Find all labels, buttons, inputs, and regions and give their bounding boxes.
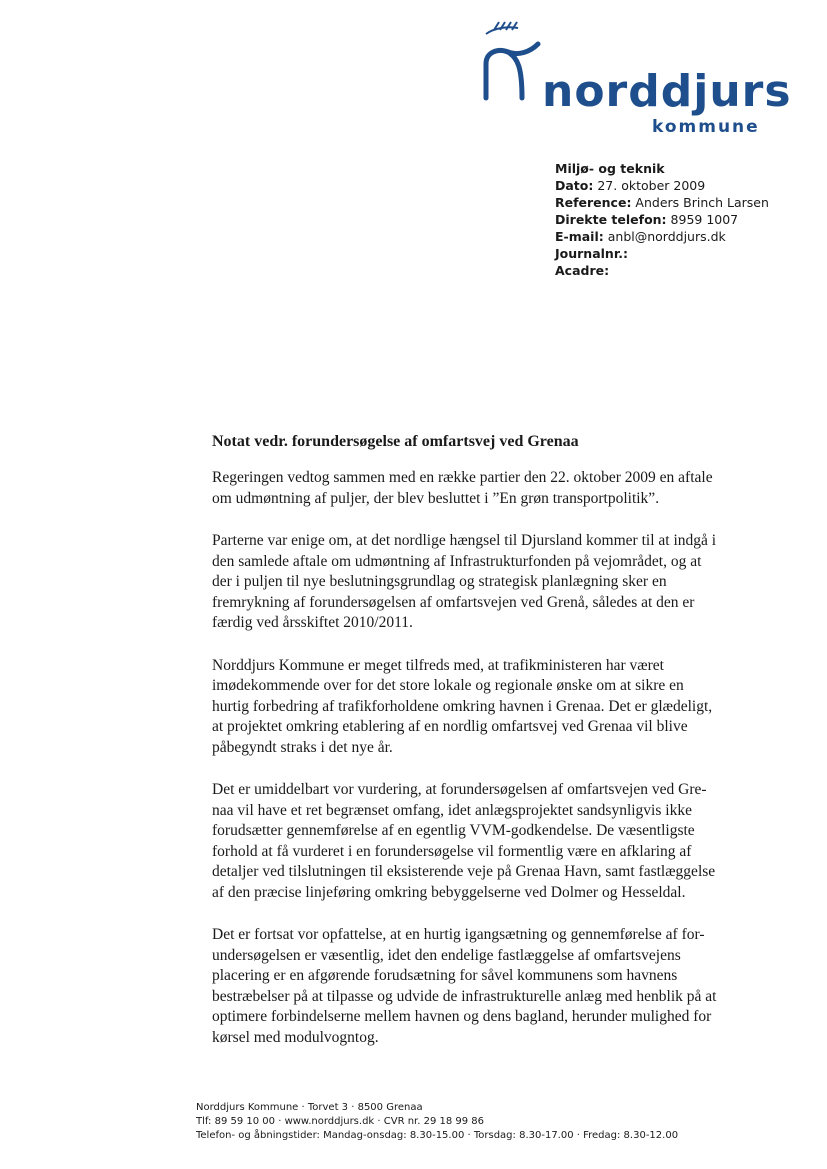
paragraph-3: Norddjurs Kommune er meget tilfreds med, at trafikministeren har været imødekommende over for det store lokale og regionale ønske om at sikre en hurtig forbedring af trafikforholdene omkring havnen i Grenaa. Det er glædeligt, at projektet omkring etablering af en nordlig omfartsvej ved Grenaa vil blive påbegyndt straks i det nye år.: [212, 656, 713, 756]
paragraph-2: Parterne var enige om, at det nordlige hængsel til Djursland kommer til at indgå i den samlede aftale om udmøntning af Infrastrukturfonden på vejområdet, og at der i puljen til nye beslutningsgrundlag og strategisk planlægning sker en fremrykning af forundersøgelsen af omfartsvejen ved Grenå, således at den er færdig ved årsskiftet 2010/2011.: [212, 532, 717, 631]
meta-acadre: Acadre:: [555, 263, 610, 278]
meta-department: Miljø- og teknik: [555, 161, 665, 176]
footer-contact: Tlf: 89 59 10 00 · www.norddjurs.dk · CVR nr. 29 18 99 86: [196, 1116, 485, 1127]
paragraph-4: Det er umiddelbart vor vurdering, at forundersøgelsen af omfartsvejen ved Gre- naa vil have et ret begrænset omfang, idet anlægsprojektet sandsynligvis ikke forudsætter gennemførelse af en egentlig VVM-godkendelse. De væsentligste forhold at få vurderet i en forundersøgelse vil formentlig være en afklaring af detaljer ved tilslutningen til eksisterende veje på Grenaa Havn, samt fastlæggelse af den præcise linjeføring omkring bebyggelserne ved Dolmer og Hesseldal.: [212, 781, 716, 901]
meta-reference: Reference: Anders Brinch Larsen: [555, 195, 769, 210]
document-title: Notat vedr. forundersøgelse af omfartsvej ved Grenaa: [212, 433, 579, 450]
document-body: [212, 468, 764, 1070]
logo-subtitle: kommune: [652, 117, 760, 137]
meta-journal-number: Journalnr.:: [555, 246, 628, 261]
paragraph-1: Regeringen vedtog sammen med en række partier den 22. oktober 2009 en aftale om udmøntning af puljer, der blev besluttet i ”En grøn transportpolitik”.: [212, 469, 713, 507]
footer-address: Norddjurs Kommune · Torvet 3 · 8500 Grenaa: [196, 1102, 423, 1113]
paragraph-5: Det er fortsat vor opfattelse, at en hurtig igangsætning og gennemførelse af for- undersøgelsen er væsentlig, idet den endelige fastlæggelse af omfartsvejens placering er en afgørende forudsætning for såvel kommunens som havnens bestræbelser på at tilpasse og udvide de infrastrukturelle anlæg med henblik på at optimere forbindelserne mellem havnen og dens bagland, herunder mulighed for kørsel med modulvogntog.: [212, 926, 717, 1046]
letter-meta-block: [555, 160, 769, 279]
meta-phone: Direkte telefon: 8959 1007: [555, 212, 739, 227]
logo-wordmark: norddjurs: [542, 66, 792, 117]
footer-opening-hours: Telefon- og åbningstider: Mandag-onsdag: 8.30-15.00 · Torsdag: 8.30-17.00 · Fredag: 8.30-12.00: [196, 1130, 679, 1141]
norddjurs-logo: [478, 18, 792, 137]
meta-email: E-mail: anbl@norddjurs.dk: [555, 229, 726, 244]
logo-mark-icon: [478, 18, 548, 108]
page-footer: [196, 1101, 678, 1143]
meta-date: Dato: 27. oktober 2009: [555, 178, 706, 193]
